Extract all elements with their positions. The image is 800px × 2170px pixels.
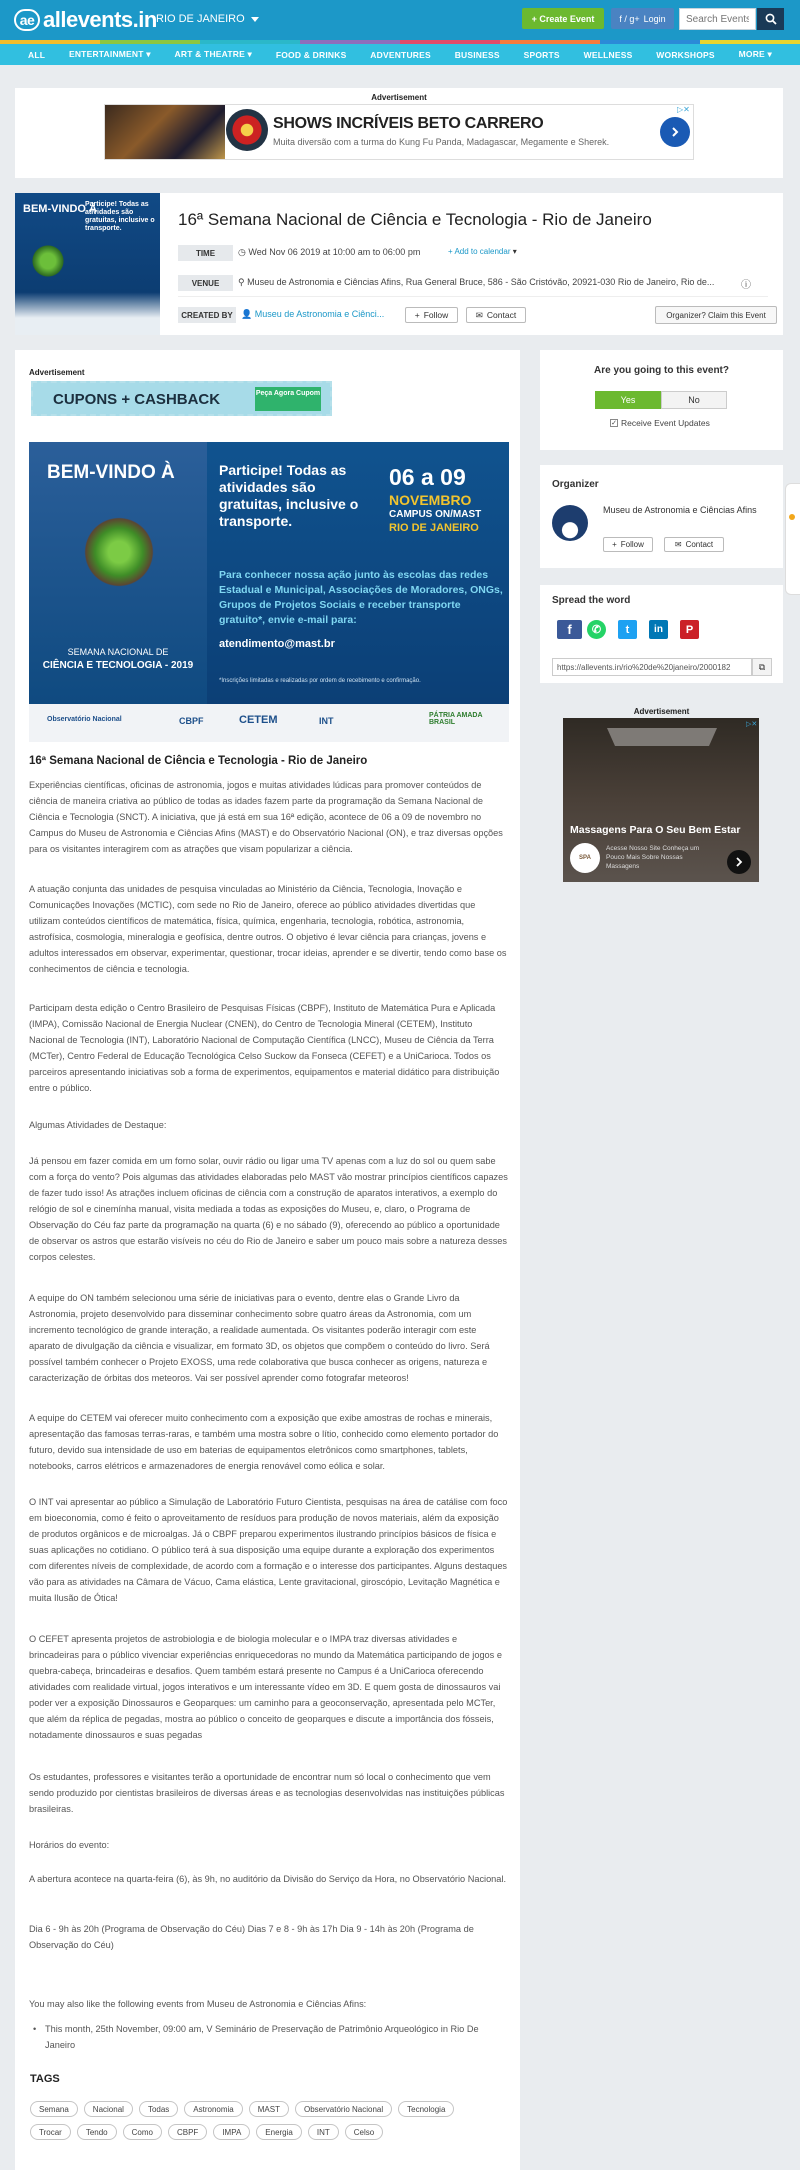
nav-workshops[interactable]: WORKSHOPS: [656, 49, 715, 60]
pinterest-icon[interactable]: P: [680, 620, 699, 639]
poster-note: *Inscrições limitadas e realizadas por ordem de recebimento e confirmação.: [219, 678, 421, 684]
nav-art-theatre[interactable]: ART & THEATRE ▾: [174, 49, 252, 59]
venue-row[interactable]: [238, 277, 748, 288]
top-advertisement: [15, 88, 783, 178]
tags-list: [30, 2101, 500, 2140]
sidebar-ad-brand-logo: SPA: [570, 843, 600, 873]
logo-text: allevents.in: [43, 7, 157, 32]
time-row: [238, 247, 420, 258]
claim-event-button[interactable]: Organizer? Claim this Event: [655, 306, 777, 324]
time-label: TIME: [178, 245, 233, 261]
poster-city: RIO DE JANEIRO: [389, 522, 479, 534]
ad-title: SHOWS INCRÍVEIS BETO CARRERO: [273, 115, 544, 132]
tag[interactable]: Todas: [139, 2101, 178, 2117]
tag[interactable]: IMPA: [213, 2124, 250, 2140]
poster-left-panel: [29, 442, 207, 704]
tag[interactable]: Tecnologia: [398, 2101, 454, 2117]
poster-month: NOVEMBRO: [389, 492, 472, 508]
ad-label: Advertisement: [371, 93, 427, 102]
create-event-button[interactable]: + Create Event: [522, 8, 604, 29]
chevron-down-icon: [251, 17, 259, 22]
ad-photo: [105, 105, 225, 160]
paragraph: A equipe do ON também selecionou uma série de iniciativas para o evento, dentre elas o Grande Livro da Astronomia, projeto desenvolvido para disseminar conhecimento sobre quatro áreas da Astronomia, com um incremento tecnológico de grande interação, a realidade aumentada. Os visitantes poderão interagir com este aparato de divulgação da ciência e visualizar, em formato 3D, os objetos que compõem o conteúdo do livro. Será possível também conhecer o Projeto EXOSS, uma rede colaborativa que busca conhecer as origens, natureza e caracterização de órbitas dos meteoros. Vai ser possível aprender como fotografar meteoros!: [29, 1293, 490, 1383]
site-logo[interactable]: [14, 8, 157, 32]
description-title: 16ª Semana Nacional de Ciência e Tecnologia - Rio de Janeiro: [29, 755, 368, 767]
poster-snct: CIÊNCIA E TECNOLOGIA - 2019: [42, 660, 194, 671]
main-content: [15, 350, 520, 2170]
contact-label: Contact: [486, 310, 517, 320]
tag[interactable]: Trocar: [30, 2124, 71, 2140]
paragraph: O INT vai apresentar ao público a Simulação de Laboratório Futuro Cientista, pesquisas na área de catálise com foco em bioeconomia, como é feito o aproveitamento de resíduos para produção de novos materiais, além da exposição de produtos orgânicos e de microalgas. Já o CBPF preparou experimentos ilustrando princípios básicos de física e suas aplicações no cotidiano. O público terá à sua disposição uma equipe durante a exploração dos experimentos com diferentes níveis de complexidade, de acordo com a formação e o interesse dos participantes. Alguns destaques vão para as atividades na Câmara de Vácuo, Cama elástica, Lente gravitacional, giroscópio, Levitação Magnética e muita Ilusão de Ótica!: [29, 1497, 508, 1603]
plus-icon: +: [448, 247, 453, 256]
map-pin-icon: ⚲: [238, 277, 245, 287]
share-url-field[interactable]: https://allevents.in/rio%20de%20janeiro/2000182: [552, 658, 752, 676]
event-header: [15, 193, 783, 335]
paragraph: Já pensou em fazer comida em um forno solar, ouvir rádio ou ligar uma TV apenas com a luz do sol ou quem sabe com a força do vento? Pois algumas das atividades elaboradas pelo MAST vão mostrar princípios científicos capazes de fazer tudo isso! As atrações incluem oficinas de ciência com a construção de aparatos interativos, a exemplo do relógio de sol e cinemínha manual, visita mediada a todas as exposições do Museu, e, claro, o Programa de Observação do Céu faz parte da programação na quarta (6) e no sábado (9), oferecendo ao público a oportunidade de observar os astros que estarão visíveis no céu do Rio de Janeiro e saber um pouco mais sobre a natureza desses corpos celestes.: [29, 1156, 508, 1262]
category-nav: [0, 44, 800, 65]
ad-label: Advertisement: [633, 707, 690, 716]
paragraph: Algumas Atividades de Destaque:: [29, 1120, 167, 1130]
plus-icon: +: [612, 540, 617, 549]
paragraph: A equipe do CETEM vai oferecer muito conhecimento com a exposição que exibe amostras de rochas e minerais, apresentação das famosas terras-raras, e também uma mostra sobre o lítio, conhecido como elemento portador do futuro, devido sua intensidade de uso em baterias de equipamentos eletrônicos como smartphones, tablets, notebooks, carros elétricos e armazenadores de energia renovável como eólica e solar.: [29, 1413, 499, 1471]
city-selector[interactable]: [156, 13, 259, 25]
search-button[interactable]: [757, 8, 784, 30]
tags-title: TAGS: [30, 2073, 60, 2085]
envelope-icon: ✉: [674, 540, 682, 549]
checkbox-checked-icon[interactable]: ✓: [611, 420, 617, 427]
paragraph: Dia 6 - 9h às 20h (Programa de Observação do Céu) Dias 7 e 8 - 9h às 17h Dia 9 - 14h às 20h (Programa de Observação do Céu): [29, 1924, 474, 1950]
organizer-avatar[interactable]: [552, 505, 588, 541]
also-like-intro: You may also like the following events from Museu de Astronomia e Ciências Afins:: [29, 1999, 367, 2009]
shower-illustration: [607, 728, 717, 768]
creator-link[interactable]: [241, 309, 384, 320]
venue-value: Museu de Astronomia e Ciências Afins, Rua General Bruce, 586 - São Cristóvão, 20921-030 Rio de Janeiro, Rio de...: [247, 277, 715, 287]
login-label: Login: [643, 13, 666, 24]
created-by-label: CREATED BY: [178, 307, 236, 323]
bullet-icon: •: [33, 2024, 37, 2034]
also-like-item[interactable]: [33, 2021, 505, 2053]
ad-subtitle: Muita diversão com a turma do Kung Fu Panda, Madagascar, Megamente e Sherek.: [273, 137, 610, 147]
follow-label: Follow: [423, 310, 449, 320]
search-input[interactable]: [679, 8, 756, 30]
creator-name: Museu de Astronomia e Ciênci...: [254, 309, 385, 319]
paragraph: Horários do evento:: [29, 1840, 110, 1850]
poster-dates: 06 a 09: [389, 464, 466, 490]
paragraph: Os estudantes, professores e visitantes terão a oportunidade de encontrar num só local o conhecimento que vem sendo produzido por cientistas brasileiros de diversas áreas e as tecnologias desenvolvidas nas instituições públicas brasileiras.: [29, 1772, 505, 1814]
share-card: [540, 585, 783, 683]
tag[interactable]: Tendo: [77, 2124, 117, 2140]
tag[interactable]: Semana: [30, 2101, 78, 2117]
tag[interactable]: Observatório Nacional: [295, 2101, 392, 2117]
nav-sports[interactable]: SPORTS: [523, 49, 560, 60]
divider: [178, 296, 768, 297]
poster-info: Para conhecer nossa ação junto às escolas das redes Estadual e Municipal, Associações de Moradores, ONGs, Grupos de Projetos Sociais e receber transporte gratuito*, envie e-mail para:: [219, 569, 503, 626]
plus-icon: +: [414, 310, 420, 320]
add-calendar-label: Add to calendar: [454, 247, 511, 256]
poster-welcome: BEM-VINDO À: [47, 462, 175, 483]
paragraph: Experiências científicas, oficinas de astronomia, jogos e muitas atividades lúdicas para promover conteúdos de ciência de maneira criativa ao público de todas as idades fazem parte da programação da Semana Nacional de Ciência e Tecnologia (SNCT). A iniciativa, que já está em sua 16ª edição, acontece de 06 a 09 de novembro no Campus do Museu de Astronomia e Ciências Afins (MAST) e do Observatório Nacional (ON), e traz diversas opções para os visitantes interagirem com as atrações que visam popularizar a ciência.: [29, 780, 503, 854]
logo-mark-icon: ae: [14, 9, 40, 31]
facebook-icon[interactable]: f: [557, 620, 582, 639]
sidebar-ad-title: Massagens Para O Seu Bem Estar: [570, 824, 741, 836]
sidebar-ad-subtitle: Acesse Nosso Site Conheça um Pouco Mais Sobre Nossas Massagens: [606, 845, 700, 870]
organizer-follow-button[interactable]: [603, 537, 653, 552]
follow-label: Follow: [620, 540, 644, 549]
cashback-ad-button[interactable]: Peça Agora Cupom: [255, 387, 321, 411]
also-like-link: This month, 25th November, 09:00 am, V Seminário de Preservação de Patrimônio Arqueológico in Rio De Janeiro: [45, 2024, 479, 2050]
follow-button[interactable]: [405, 307, 458, 323]
organizer-title: Organizer: [552, 479, 599, 490]
logo-cbpf: CBPF: [179, 716, 204, 726]
rsvp-yes-button[interactable]: Yes: [595, 391, 661, 409]
caret-down-icon: ▾: [512, 247, 517, 256]
thumb-welcome: BEM-VINDO À: [23, 203, 97, 215]
social-login-icon: f / g+: [619, 13, 640, 24]
paragraph: Participam desta edição o Centro Brasileiro de Pesquisas Físicas (CBPF), Instituto de Matemática Pura e Aplicada (IMPA), Comissão Nacional de Energia Nuclear (CNEN), do Centro de Tecnologia Mineral (CETEM), Instituto Nacional de Tecnologia (INT), Laboratório Nacional de Computação Científica (LNCC), Museu de Ciência da Terra (MCTer), Centro Federal de Educação Tecnológica Celso Suckow da Fonseca (CEFET) e a UniCarioca. Todos os parceiros apresentando iniciativas sob a forma de experimentos, equipamentos e material didático para distribuição entre o público.: [29, 1003, 500, 1093]
organizer-name[interactable]: Museu de Astronomia e Ciências Afins: [603, 505, 757, 515]
plant-hands-illustration: [77, 510, 161, 594]
whatsapp-icon[interactable]: ✆: [587, 620, 606, 639]
contact-label: Contact: [685, 540, 714, 549]
ad-go-button[interactable]: [660, 117, 690, 147]
tag[interactable]: Como: [123, 2124, 162, 2140]
sidebar-ad-go-button[interactable]: [727, 850, 751, 874]
organizer-contact-button[interactable]: [664, 537, 724, 552]
receive-updates-label: Receive Event Updates: [621, 418, 710, 428]
sidebar-ad[interactable]: [563, 718, 759, 882]
copy-icon[interactable]: ⧉: [752, 658, 772, 676]
cashback-ad-title: CUPONS + CASHBACK: [53, 391, 221, 408]
side-popup-tab[interactable]: [785, 483, 800, 595]
nav-more[interactable]: MORE ▾: [738, 49, 772, 59]
login-button[interactable]: [611, 8, 674, 29]
search-icon: [765, 13, 777, 25]
info-icon[interactable]: ⓘ: [741, 280, 751, 291]
paragraph: O CEFET apresenta projetos de astrobiologia e de biologia molecular e o IMPA traz diversas atividades e brincadeiras para o público vivenciar experiências enriquecedoras no mundo da Matemática participando de jogos e quebra-cabeça, brincadeiras e desafios. Quem também estará presente no Campus é a UniCarioca oferecendo atividades com realidade virtual, jogos interativos e um interessante vídeo em 3D. E quem gosta de dinossauros vai poder ver a exposição Dinossauros e Geoparques: um caminho para a geoconservação, apresentada pelo MCTer, que além da réplica de pegadas, mostra ao público o conceito de geoparques e discute a importância dos fósseis, notadamente dinossauros e suas pegadas: [29, 1634, 502, 1740]
tag[interactable]: Energia: [256, 2124, 302, 2140]
rsvp-question: Are you going to this event?: [593, 365, 729, 376]
ad-brand-logo: [226, 109, 268, 151]
logo-brasil: PÁTRIA AMADA BRASIL: [429, 712, 483, 726]
plant-illustration: [30, 243, 66, 279]
rsvp-no-button[interactable]: No: [661, 391, 727, 409]
linkedin-icon[interactable]: in: [649, 620, 668, 639]
ad-choices-icon[interactable]: ▷✕: [677, 105, 690, 114]
poster-participe: Participe! Todas as atividades são gratuitas, inclusive o transporte.: [219, 462, 359, 529]
nav-entertainment[interactable]: ENTERTAINMENT ▾: [68, 49, 151, 59]
tag[interactable]: INT: [308, 2124, 339, 2140]
receive-updates[interactable]: [610, 418, 710, 428]
envelope-icon: ✉: [475, 309, 483, 320]
ad-label: Advertisement: [29, 368, 85, 377]
poster-campus: CAMPUS ON/MAST: [389, 509, 482, 520]
nav-adventures[interactable]: ADVENTURES: [370, 49, 431, 60]
venue-label: VENUE: [178, 275, 233, 291]
twitter-icon[interactable]: t: [618, 620, 637, 639]
chevron-right-icon: [670, 126, 680, 138]
ad-banner[interactable]: [104, 104, 694, 160]
logo-observatorio: Observatório Nacional: [47, 716, 122, 723]
nav-business[interactable]: BUSINESS: [454, 49, 500, 60]
poster-email: atendimento@mast.br: [219, 638, 335, 650]
poster-partner-logos: [29, 704, 509, 742]
poster-semana: SEMANA NACIONAL DE: [67, 647, 169, 657]
tag[interactable]: CBPF: [168, 2124, 207, 2140]
add-to-calendar[interactable]: [448, 247, 517, 256]
tag[interactable]: Nacional: [84, 2101, 133, 2117]
rsvp-card: [540, 350, 783, 450]
paragraph: A atuação conjunta das unidades de pesquisa vinculadas ao Ministério da Ciência, Tecnologia, Inovação e Comunicações Inovações (MCTIC), com sede no Rio de Janeiro, oferece ao público atividades divertidas que utilizam conteúdos científicos de matemática, física, química, engenharia, tecnologia, robótica, astronomia, astrofísica, cosmologia, mineralogia e geofísica, dentre outros. O objetivo é levar ciência para crianças, jovens e adultos interessados em observar, experimentar, questionar, trocar ideias, aprender e se divertir, tendo como base os conhecimentos de ciência e tecnologia.: [29, 884, 507, 974]
paragraph: A abertura acontece na quarta-feira (6), às 9h, no auditório da Divisão do Serviço da Hora, no Observatório Nacional.: [29, 1874, 506, 1884]
chevron-right-icon: [735, 857, 743, 867]
event-title: 16ª Semana Nacional de Ciência e Tecnologia - Rio de Janeiro: [178, 210, 652, 229]
city-label: RIO DE JANEIRO: [156, 13, 245, 25]
event-poster[interactable]: [29, 442, 509, 742]
event-thumbnail[interactable]: [15, 193, 160, 335]
tag[interactable]: Astronomia: [184, 2101, 242, 2117]
user-icon: 👤: [241, 309, 253, 319]
nav-all[interactable]: ALL: [28, 49, 46, 60]
notification-dot-icon: [789, 514, 795, 520]
thumb-participe: Participe! Todas as atividades são gratuitas, inclusive o transporte.: [85, 201, 155, 232]
ad-choices-icon[interactable]: ▷✕: [746, 721, 758, 728]
spread-title: Spread the word: [552, 595, 631, 606]
organizer-card: [540, 465, 783, 568]
contact-button[interactable]: [466, 307, 526, 323]
clock-icon: ◷: [238, 247, 246, 257]
tag[interactable]: MAST: [249, 2101, 289, 2117]
time-value: Wed Nov 06 2019 at 10:00 am to 06:00 pm: [248, 247, 421, 257]
logo-int: INT: [319, 716, 334, 726]
cashback-ad[interactable]: [31, 381, 332, 416]
tag[interactable]: Celso: [345, 2124, 383, 2140]
nav-wellness[interactable]: WELLNESS: [583, 49, 633, 60]
logo-cetem: CETEM: [239, 714, 278, 726]
nav-food-drinks[interactable]: FOOD & DRINKS: [275, 49, 347, 60]
